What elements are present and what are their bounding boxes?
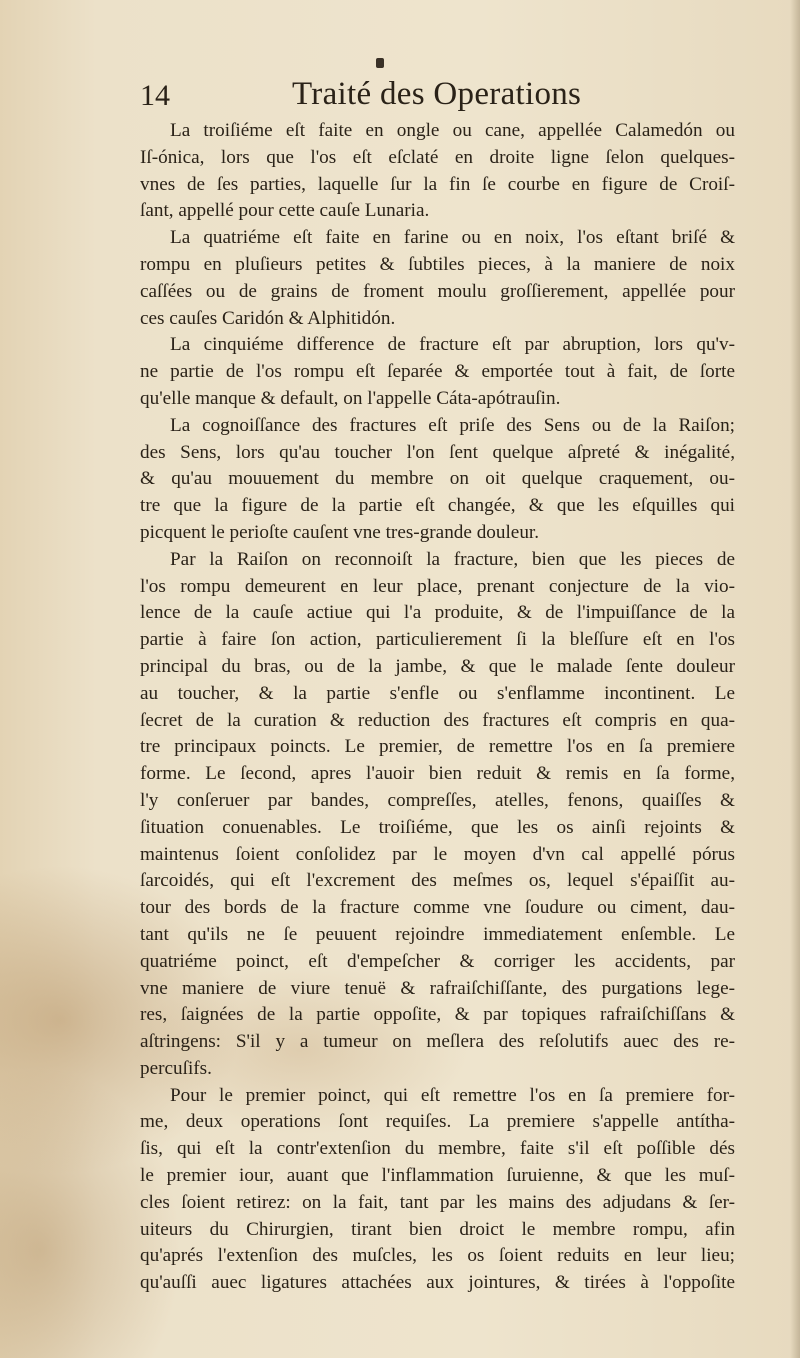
running-title: Traité des Operations — [292, 76, 582, 112]
text-line: La cinquiéme difference de fracture eſt par abruption, lors qu'v- — [170, 334, 735, 356]
text-line: La troiſiéme eſt faite en ongle ou cane, appellée Calamedón ou — [170, 120, 735, 141]
text-line: Pour le premier poinct, qui eſt remettre l'os en ſa premiere for- — [170, 1084, 735, 1106]
text-line: ſecret de la curation & reduction des fractures eſt compris en qua- — [140, 709, 735, 731]
body-text — [140, 118, 735, 1297]
text-line: Par la Raiſon on reconnoiſt la fracture, bien que les pieces de — [170, 548, 735, 570]
text-line: quatriéme poinct, eſt d'empeſcher & corriger les accidents, par — [140, 950, 735, 972]
ink-mark — [376, 58, 384, 68]
text-line: le premier iour, auant que l'inflammation ſuruienne, & que les muſ- — [140, 1165, 735, 1187]
text-line: qu'elle manque & default, on l'appelle Cáta-apótrauſin. — [140, 387, 561, 409]
text-line: ſis, qui eſt la contr'extenſion du membre, faite s'il eſt poſſible dés — [140, 1138, 735, 1160]
text-line: ne partie de l'os rompu eſt ſeparée & emportée tout à fait, de ſorte — [140, 361, 735, 383]
text-line: picquent le perioſte cauſent vne tres-grande douleur. — [140, 521, 540, 543]
text-line: & qu'au mouuement du membre on oit quelque craquement, ou- — [140, 468, 735, 490]
text-line: au toucher, & la partie s'enfle ou s'enflamme incontinent. Le — [140, 682, 735, 704]
text-line: lence de la cauſe actiue qui l'a produite, & de l'impuiſſance de la — [140, 602, 735, 624]
page-edge-shadow — [790, 0, 800, 1358]
text-line: tour des bords de la fracture comme vne ſoudure ou ciment, dau- — [140, 897, 735, 919]
text-line: qu'auſſi auec ligatures attachées aux jointures, & tirées à l'oppoſite — [140, 1272, 735, 1294]
text-line: forme. Le ſecond, apres l'auoir bien reduit & remis en ſa forme, — [140, 763, 735, 785]
text-line: tre principaux poincts. Le premier, de remettre l'os en ſa premiere — [140, 736, 735, 758]
text-line: ſarcoidés, qui eſt l'excrement des meſmes os, lequel s'épaiſſit au- — [140, 870, 735, 892]
text-line: caſſées ou de grains de froment moulu groſſierement, appellée pour — [140, 280, 735, 302]
text-line: me, deux operations ſont requiſes. La premiere s'appelle antítha- — [140, 1111, 735, 1133]
text-line: partie à faire ſon action, particulierement ſi la bleſſure eſt en l'os — [140, 629, 735, 651]
text-line: percuſifs. — [140, 1057, 212, 1079]
text-line: La cognoiſſance des fractures eſt priſe des Sens ou de la Raiſon; — [170, 414, 735, 436]
text-line: des Sens, lors qu'au toucher l'on ſent quelque aſpreté & inégalité, — [140, 441, 735, 463]
text-line: La quatriéme eſt faite en farine ou en noix, l'os eſtant briſé & — [170, 227, 735, 249]
text-line: res, ſaignées de la partie oppoſite, & par topiques rafraiſchiſſans & — [140, 1004, 735, 1026]
text-line: tre que la figure de la partie eſt changée, & que les eſquilles qui — [140, 495, 735, 517]
text-line: cles ſoient retirez: on la fait, tant par les mains des adjudans & ſer- — [140, 1191, 735, 1213]
text-line: vnes de ſes parties, laquelle ſur la fin ſe courbe en figure de Croiſ- — [140, 173, 735, 195]
text-line: maintenus ſoient conſolidez par le moyen d'vn cal appellé pórus — [140, 843, 735, 865]
text-line: ces cauſes Caridón & Alphitidón. — [140, 307, 396, 329]
text-line: qu'aprés l'extenſion des muſcles, les os ſoient reduits en leur lieu; — [140, 1245, 735, 1267]
text-line: vne maniere de viure tenuë & rafraiſchiſſante, des purgations lege- — [140, 977, 735, 999]
text-line: ſant, appellé pour cette cauſe Lunaria. — [140, 200, 430, 222]
text-line: uiteurs du Chirurgien, tirant bien droict le membre rompu, afin — [140, 1218, 735, 1240]
text-line: Iſ-ónica, lors que l'os eſt eſclaté en droite ligne ſelon quelques- — [140, 146, 735, 168]
text-line: l'y conſeruer par bandes, compreſſes, atelles, fenons, quaiſſes & — [140, 789, 735, 811]
page-header — [0, 72, 800, 122]
page-number: 14 — [140, 79, 170, 112]
text-line: aſtringens: S'il y a tumeur on meſlera des reſolutifs auec des re- — [140, 1031, 735, 1053]
text-line: ſituation conuenables. Le troiſiéme, que les os ainſi rejoints & — [140, 816, 735, 838]
text-line: l'os rompu demeurent en leur place, prenant conjecture de la vio- — [140, 575, 735, 597]
text-line: tant qu'ils ne ſe peuuent rejoindre immediatement enſemble. Le — [140, 923, 735, 945]
text-line: principal du bras, ou de la jambe, & que le malade ſente douleur — [140, 655, 735, 677]
text-line: rompu en pluſieurs petites & ſubtiles pieces, à la maniere de noix — [140, 253, 735, 275]
